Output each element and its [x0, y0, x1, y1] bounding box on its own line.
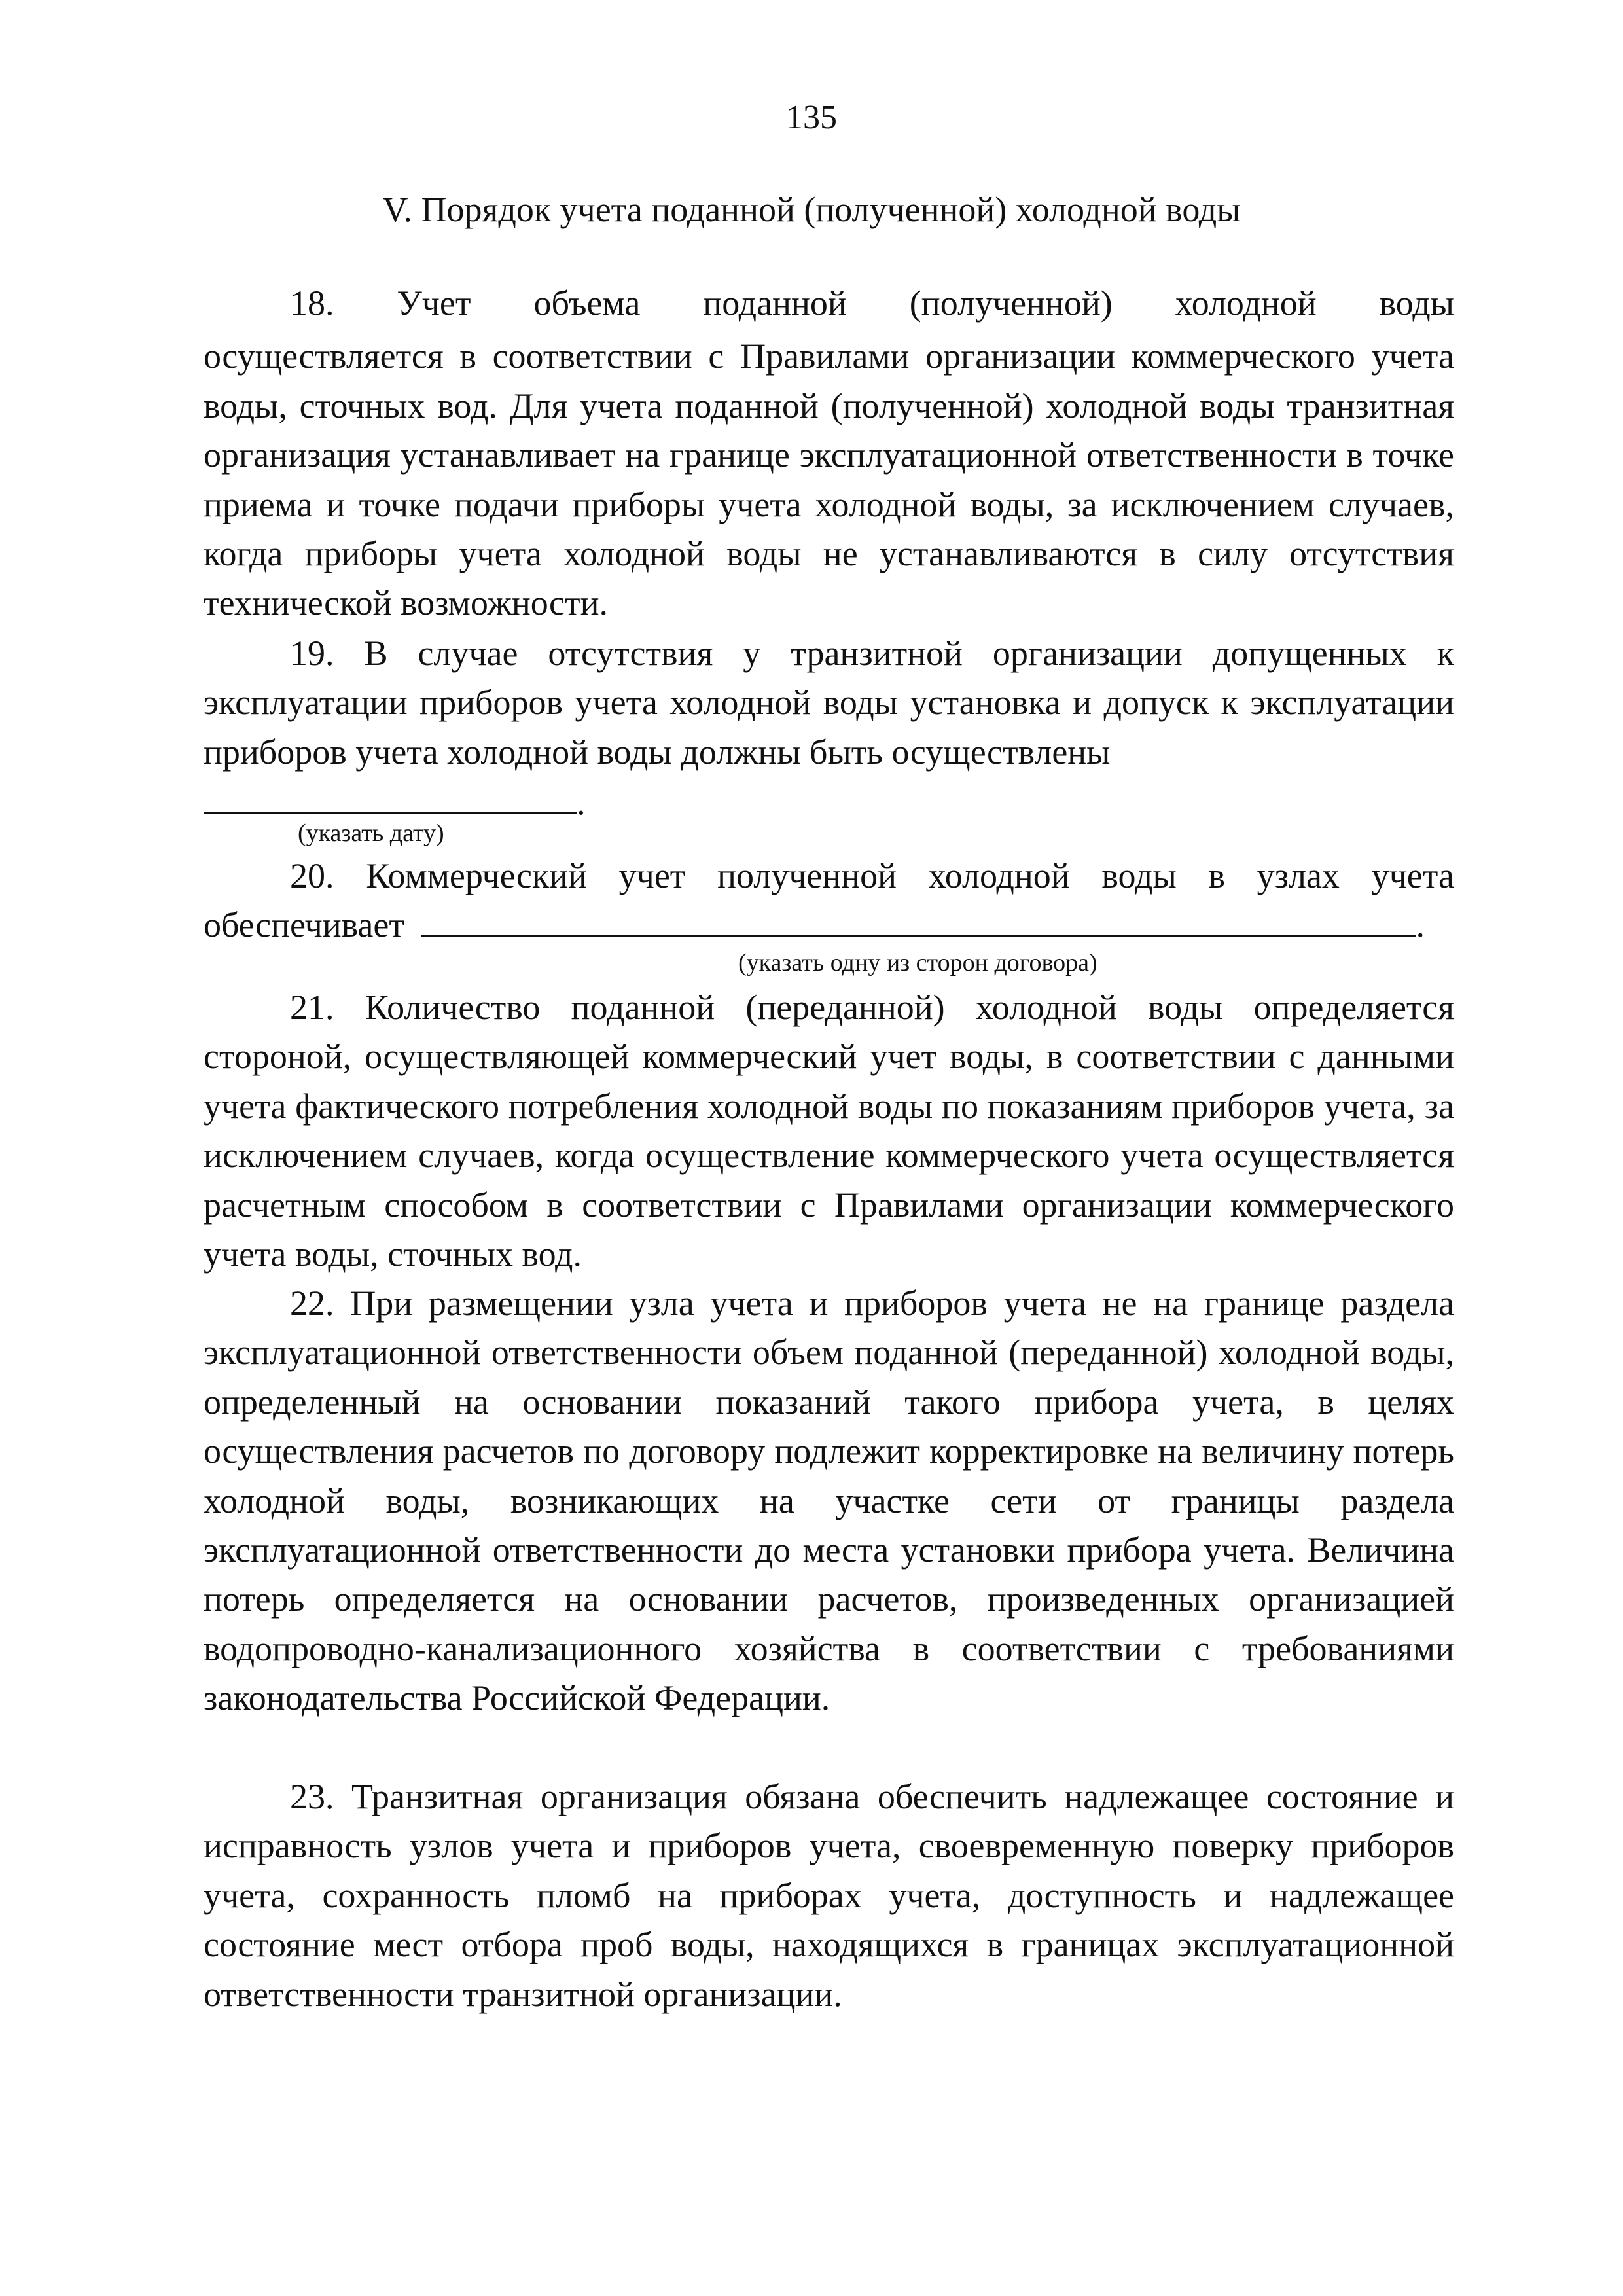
paragraph-20-first-line: 20. Коммерческий учет полученной холодной воды в узлах учета [290, 856, 1454, 895]
paragraph-18-first-line: 18. Учет объема поданной (полученной) холодной воды [290, 283, 1454, 323]
page-number: 135 [786, 99, 837, 136]
paragraph-23 [204, 1772, 1454, 2019]
party-blank[interactable] [421, 907, 1416, 937]
date-blank-line [204, 782, 586, 821]
date-caption: (указать дату) [298, 819, 444, 847]
paragraph-18-body: осуществляется в соответствии с Правилами организации коммерческого учета воды, сточных вод. Для учета поданной (полученной) холодной воды транзитная организация устанавливает на границе эксплуатационной ответственности в точке приема и точке подачи приборы учета холодной воды, за исключением случаев, когда приборы учета холодной воды не устанавливаются в силу отсутствия технической возможности. [204, 336, 1454, 623]
paragraph-22 [204, 1279, 1454, 1723]
paragraph-20 [204, 855, 1454, 954]
section-title: V. Порядок учета поданной (полученной) холодной воды [382, 190, 1241, 229]
paragraph-19-text: 19. В случае отсутствия у транзитной организации допущенных к эксплуатации приборов учета холодной воды установка и допуск к эксплуатации приборов учета холодной воды должны быть осуществлены [204, 634, 1454, 772]
paragraph-21 [204, 983, 1454, 1279]
date-blank[interactable] [204, 785, 577, 814]
party-caption: (указать одну из сторон договора) [738, 949, 1097, 977]
paragraph-18 [204, 283, 1454, 628]
party-blank-period: . [1416, 905, 1425, 945]
paragraph-23-text: 23. Транзитная организация обязана обеспечить надлежащее состояние и исправность узлов учета и приборов учета, своевременную поверку приборов учета, сохранность пломб на приборах учета, доступность и надлежащее состояние мест отбора проб воды, находящихся в границах эксплуатационной ответственности транзитной организации. [204, 1777, 1454, 2014]
paragraph-19 [204, 629, 1454, 777]
paragraph-20-second-line [204, 905, 1454, 954]
paragraph-20-label: обеспечивает [204, 905, 404, 945]
paragraph-21-text: 21. Количество поданной (переданной) холодной воды определяется стороной, осуществляющей коммерческий учет воды, в соответствии с данными учета фактического потребления холодной воды по показаниям приборов учета, за исключением случаев, когда осуществление коммерческого учета осуществляется расчетным способом в соответствии с Правилами организации коммерческого учета воды, сточных вод. [204, 988, 1454, 1274]
paragraph-22-text: 22. При размещении узла учета и приборов учета не на границе раздела эксплуатационной ответственности объем поданной (переданной) холодной воды, определенный на основании показаний такого прибора учета, в целях осуществления расчетов по договору подлежит корректировке на величину потерь холодной воды, возникающих на участке сети от границы раздела эксплуатационной ответственности до места установки прибора учета. Величина потерь определяется на основании расчетов, произведенных организацией водопроводно-канализационного хозяйства в соответствии с требованиями законодательства Российской Федерации. [204, 1283, 1454, 1718]
date-blank-period: . [577, 783, 586, 822]
